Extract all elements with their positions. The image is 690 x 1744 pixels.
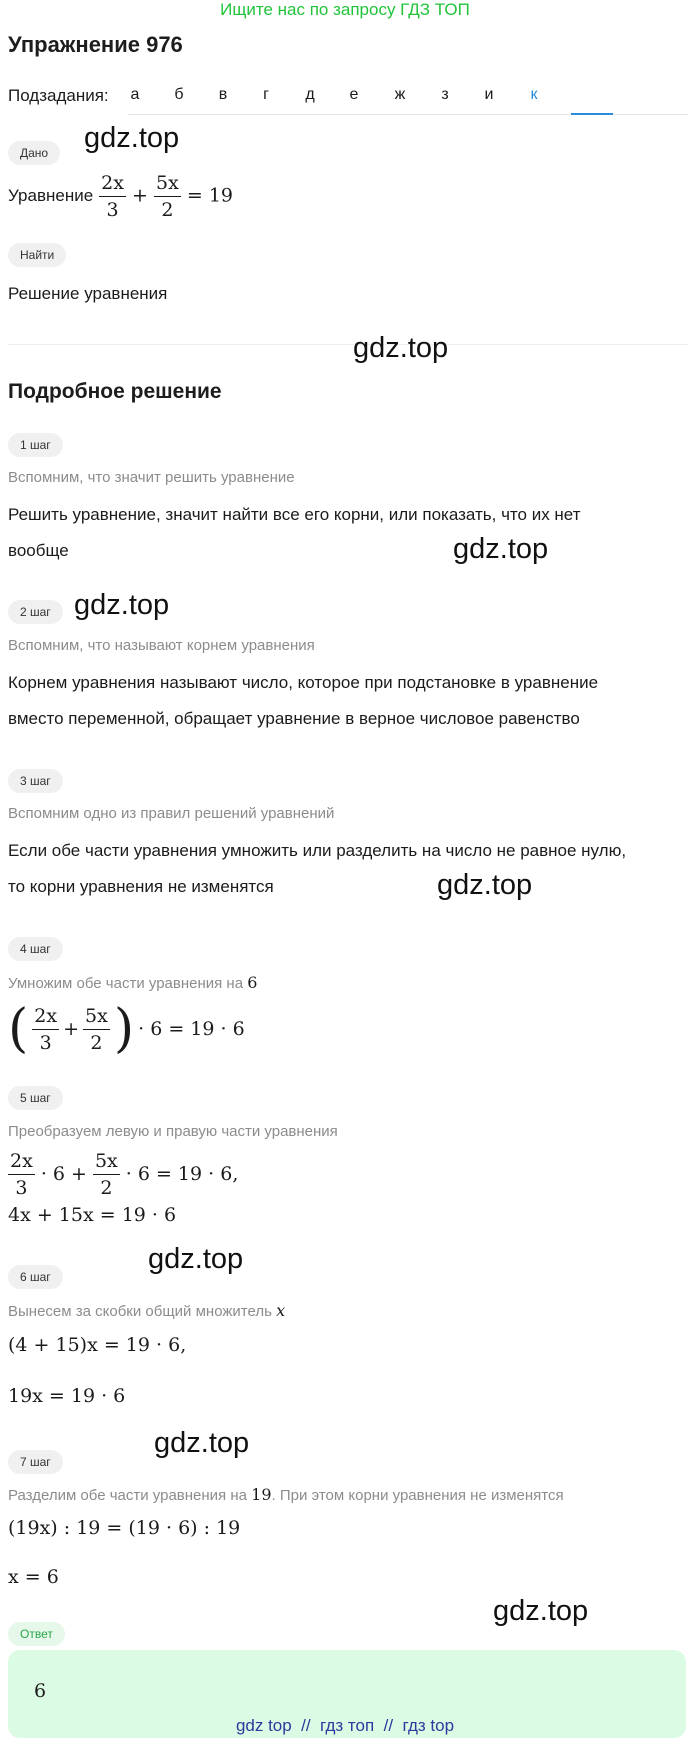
step-text: вместо переменной, обращает уравнение в верное числовое равенство <box>8 709 580 728</box>
tab-v[interactable]: в <box>218 86 228 103</box>
step-pill: 1 шаг <box>8 433 63 457</box>
step-hint: Вынесем за скобки общий множитель x <box>8 1301 286 1320</box>
step-pill: 3 шаг <box>8 769 63 793</box>
step-equation: 19x = 19 · 6 <box>8 1385 126 1407</box>
step-equation: 4x + 15x = 19 · 6 <box>8 1204 177 1226</box>
watermark: gdz.top <box>84 122 180 154</box>
step-pill: 6 шаг <box>8 1265 63 1289</box>
step-text: то корни уравнения не изменятся <box>8 877 274 896</box>
step-equation: $\frac{2x}{3}$ · 6 + $\frac{5x}{2}$ · 6 = 19 · 6, <box>10 1149 239 1199</box>
step-hint: Умножим обе части уравнения на 6 <box>8 973 258 992</box>
subtasks-label: Подзадания: <box>8 86 109 105</box>
tab-k[interactable]: к <box>530 86 538 103</box>
step-text: Корнем уравнения называют число, которое при подстановке в уравнение <box>8 673 599 692</box>
watermark: gdz.top <box>437 869 533 901</box>
step-pill: 4 шаг <box>8 937 63 961</box>
fraction: $\frac{5x}{2}$ <box>94 1149 118 1199</box>
step-equation: (4 + 15)x = 19 · 6, <box>8 1334 187 1356</box>
step-hint: Преобразуем левую и правую части уравнения <box>8 1123 338 1140</box>
step-pill: 2 шаг <box>8 600 63 624</box>
find-pill: Найти <box>8 243 66 267</box>
step-equation: (19x) : 19 = (19 · 6) : 19 <box>8 1517 241 1539</box>
answer-value: 6 <box>34 1680 47 1702</box>
step-hint: Вспомним, что называют корнем уравнения <box>8 637 315 654</box>
solution-title: Подробное решение <box>8 380 222 403</box>
given-equation: $\frac{2x}{3}$ + $\frac{5x}{2}$ = 19 <box>101 171 233 221</box>
footer-links[interactable]: gdz top // гдз топ // гдз top <box>235 1716 455 1735</box>
watermark: gdz.top <box>154 1427 250 1459</box>
given-text: Уравнение <box>8 186 94 205</box>
fraction: $\frac{5x}{2}$ <box>85 1004 108 1054</box>
step-text: Решить уравнение, значит найти все его корни, или показать, что их нет <box>8 505 581 524</box>
step-equation: x = 6 <box>8 1566 59 1588</box>
given-equation-row <box>8 168 233 224</box>
tab-z[interactable]: з <box>441 86 449 103</box>
page-title: Упражнение 976 <box>8 32 183 57</box>
step-text: вообще <box>8 541 69 560</box>
divider <box>8 344 688 345</box>
top-banner: Ищите нас по запросу ГДЗ ТОП <box>220 0 470 19</box>
tab-i[interactable]: и <box>484 86 494 103</box>
given-pill: Дано <box>8 141 60 165</box>
watermark: gdz.top <box>74 589 170 621</box>
step-pill: 5 шаг <box>8 1086 63 1110</box>
fraction: $\frac{2x}{3}$ <box>101 171 124 221</box>
watermark: gdz.top <box>453 533 549 565</box>
fraction: $\frac{2x}{3}$ <box>10 1149 33 1199</box>
tab-e[interactable]: е <box>349 86 359 103</box>
step-hint: Вспомним одно из правил решений уравнений <box>8 805 335 822</box>
tab-a[interactable]: а <box>130 86 140 103</box>
step-text: Если обе части уравнения умножить или разделить на число не равное нулю, <box>8 841 627 860</box>
step-pill: 7 шаг <box>8 1450 63 1474</box>
subtask-tabs <box>128 78 688 115</box>
watermark: gdz.top <box>493 1595 589 1627</box>
tab-d[interactable]: д <box>305 86 315 103</box>
answer-pill: Ответ <box>8 1622 65 1646</box>
step-equation: ( $\frac{2x}{3}$ + $\frac{5x}{2}$ ) · 6 = 19 · 6 <box>8 999 245 1059</box>
watermark: gdz.top <box>353 332 449 364</box>
step-hint: Разделим обе части уравнения на 19. При этом корни уравнения не изменятся <box>8 1485 564 1504</box>
tab-zh[interactable]: ж <box>394 86 406 103</box>
fraction: $\frac{2x}{3}$ <box>34 1004 58 1054</box>
fraction: $\frac{5x}{2}$ <box>156 171 179 221</box>
tab-b[interactable]: б <box>174 86 184 103</box>
find-text: Решение уравнения <box>8 284 168 303</box>
watermark: gdz.top <box>148 1243 244 1275</box>
step-hint: Вспомним, что значит решить уравнение <box>8 469 295 486</box>
tab-g[interactable]: г <box>263 86 269 103</box>
active-tab-indicator <box>571 113 613 115</box>
